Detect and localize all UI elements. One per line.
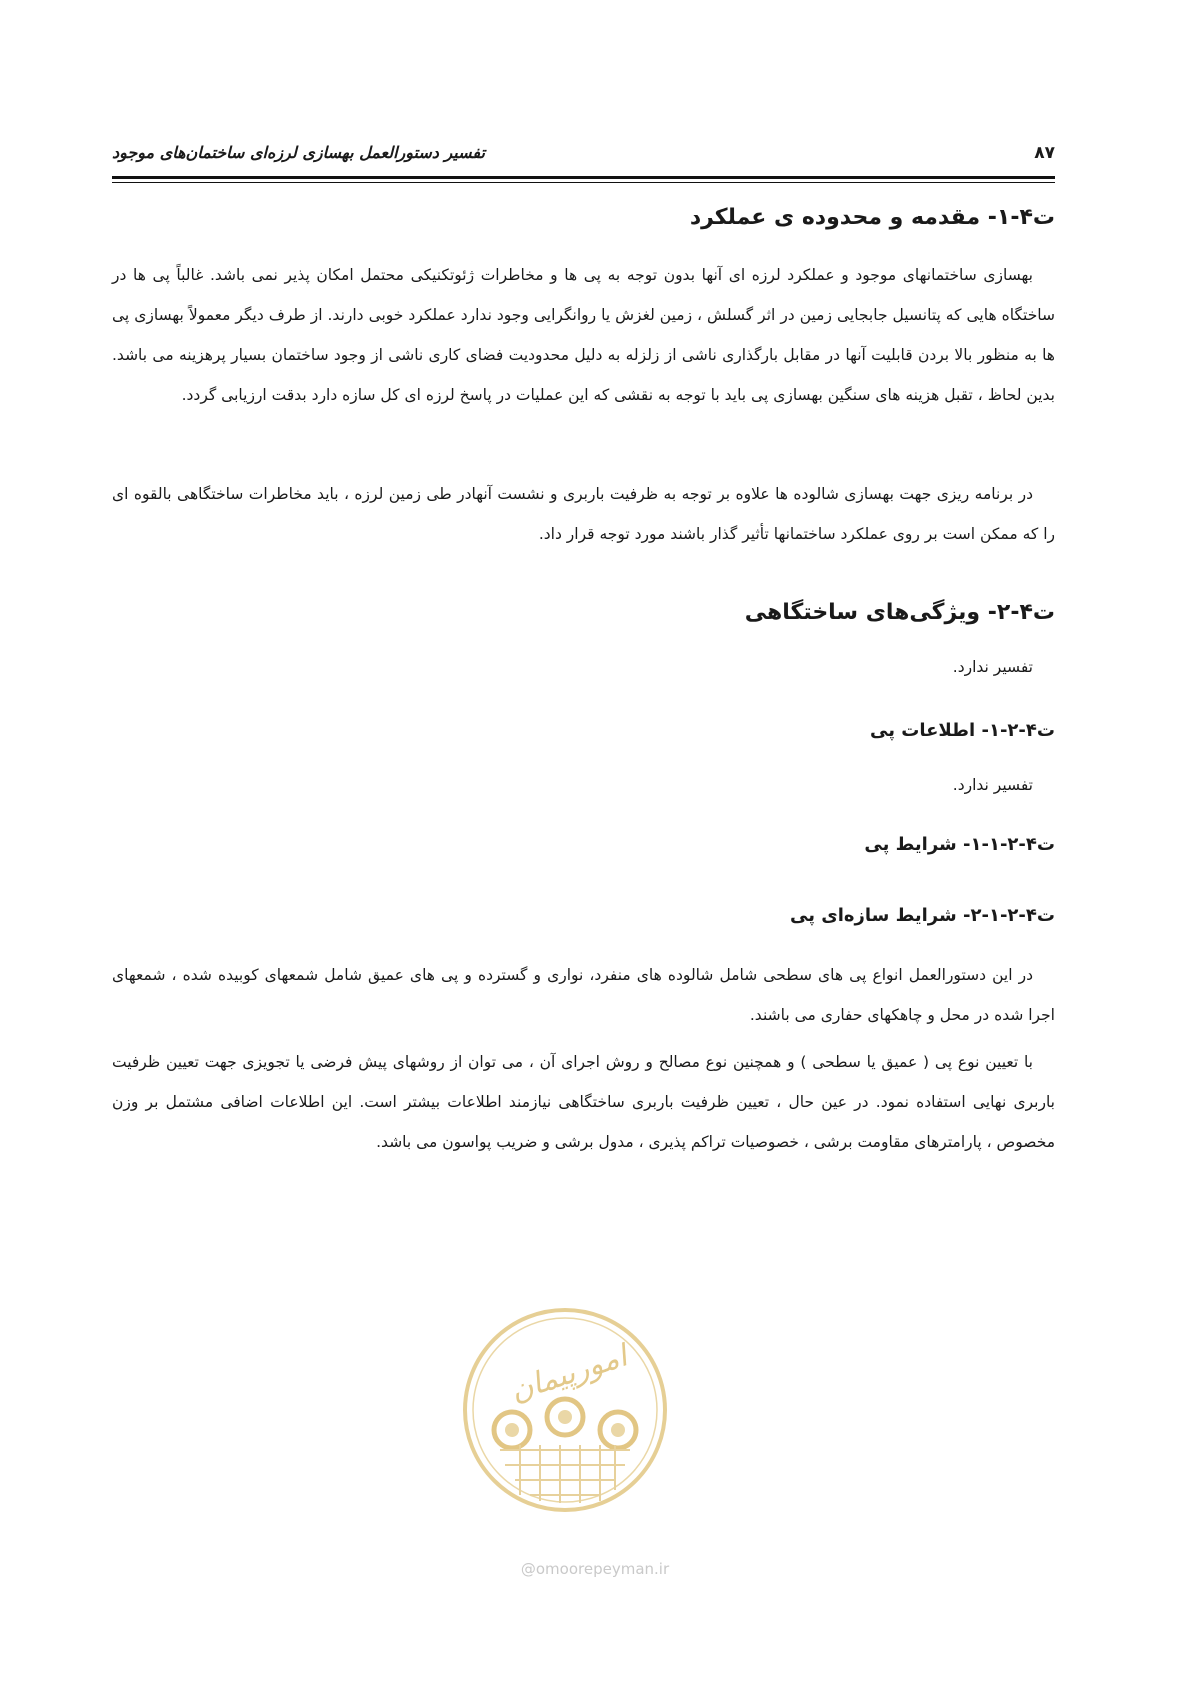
paragraph-bearing-capacity: با تعیین نوع پی ( عمیق یا سطحی ) و همچنین نوع مصالح و روش اجرای آن ، می توان از روشهای پیش فرضی یا تجویزی جهت تعیین ظرفیت باربری نهایی استفاده نمود. در عین حال ، تعیین ظرفیت باربری ساختگاهی نیازمند اطلاعات بیشتر است. این اطلاعات اضافی مشتمل بر وزن مخصوص ، پارامترهای مقاومت برشی ، خصوصیات تراکم پذیری ، مدول برشی و ضریب پواسون می باشد. (112, 1053, 1055, 1151)
seal-calligraphy: امورپیمان (506, 1338, 632, 1410)
paragraph-intro-2: در برنامه ریزی جهت بهسازی شالوده ها علاوه بر توجه به ظرفیت باربری و نشست آنهادر طی زمین لرزه ، باید مخاطرات ساختگاهی بالقوه ای را که ممکن است بر روی عملکرد ساختمانها تأثیر گذار باشند مورد توجه قرار داد. (112, 485, 1055, 543)
section-heading-4-2-1-2: ت۴-۲-۱-۲- شرایط سازه‌ای پی (789, 905, 1055, 926)
header-rule-thin (112, 182, 1055, 183)
running-title: تفسیر دستورالعمل بهسازی لرزه‌ای ساختمان‌های موجود (112, 143, 485, 162)
section-heading-4-2-1-1: ت۴-۲-۱-۱- شرایط پی (864, 834, 1055, 855)
running-header (112, 143, 1055, 171)
page-number: ۸۷ (1034, 143, 1055, 163)
note-no-commentary-2: تفسیر ندارد. (952, 776, 1033, 794)
watermark-seal-logo (460, 1305, 670, 1515)
section-heading-4-1: ت۴-۱- مقدمه و محدوده ی عملکرد (689, 205, 1055, 230)
note-no-commentary-1: تفسیر ندارد. (952, 658, 1033, 676)
header-rule-thick (112, 176, 1055, 179)
section-heading-4-2: ت۴-۲- ویژگی‌های ساختگاهی (744, 600, 1055, 625)
paragraph-foundation-types: در این دستورالعمل انواع پی های سطحی شامل شالوده های منفرد، نواری و گسترده و پی های عمیق شامل شمعهای کوبیده شده ، شمعهای اجرا شده در محل و چاهکهای حفاری می باشند. (112, 966, 1055, 1024)
paragraph-intro-1: بهسازی ساختمانهای موجود و عملکرد لرزه ای آنها بدون توجه به پی ها و مخاطرات ژئوتکنیکی محتمل امکان پذیر نمی باشد. غالباً پی ها در ساختگاه هایی که پتانسیل جابجایی زمین در اثر گسلش ، زمین لغزش یا روانگرایی وجود ندارد عملکرد خوبی دارند. از طرف دیگر معمولاً بهسازی پی ها به منظور بالا بردن قابلیت آنها در مقابل بارگذاری ناشی از زلزله به دلیل محدودیت فضای کاری ناشی از وجود ساختمان بسیار پرهزینه می باشد. بدین لحاظ ، تقبل هزینه های سنگین بهسازی پی باید با توجه به نقشی که این عملیات در پاسخ لرزه ای کل سازه دارد بدقت ارزیابی گردد. (112, 266, 1055, 404)
section-heading-4-2-1: ت۴-۲-۱- اطلاعات پی (870, 720, 1055, 741)
website-watermark: @omoorepeyman.ir (520, 1560, 670, 1578)
